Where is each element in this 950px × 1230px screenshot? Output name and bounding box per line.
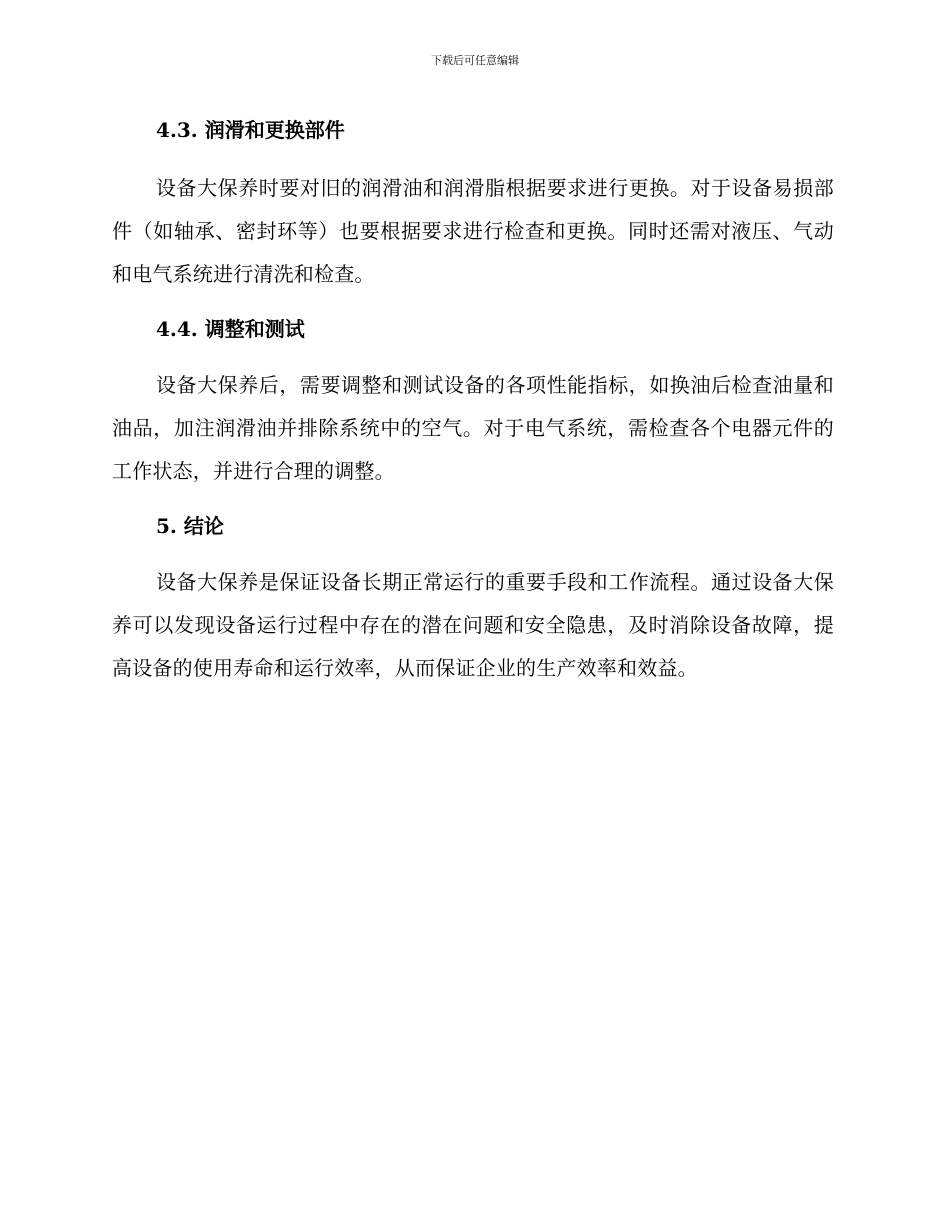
section-paragraph-4-4: 设备大保养后，需要调整和测试设备的各项性能指标，如换油后检查油量和油品，加注润滑油并排除系统中的空气。对于电气系统，需检查各个电器元件的工作状态，并进行合理的调整。 [112,373,834,483]
document-body [112,110,834,690]
section-heading-5: 5. 结论 [156,514,224,538]
section-paragraph-4-3: 设备大保养时要对旧的润滑油和润滑脂根据要求进行更换。对于设备易损部件（如轴承、密封环等）也要根据要求进行检查和更换。同时还需对液压、气动和电气系统进行清洗和检查。 [112,176,834,286]
section-heading-4-4: 4.4. 调整和测试 [156,317,305,341]
section-paragraph-5: 设备大保养是保证设备长期正常运行的重要手段和工作流程。通过设备大保养可以发现设备运行过程中存在的潜在问题和安全隐患，及时消除设备故障，提高设备的使用寿命和运行效率，从而保证企业的生产效率和效益。 [112,570,834,680]
header-note: 下载后可任意编辑 [431,54,519,67]
section-heading-4-3: 4.3. 润滑和更换部件 [156,118,345,142]
